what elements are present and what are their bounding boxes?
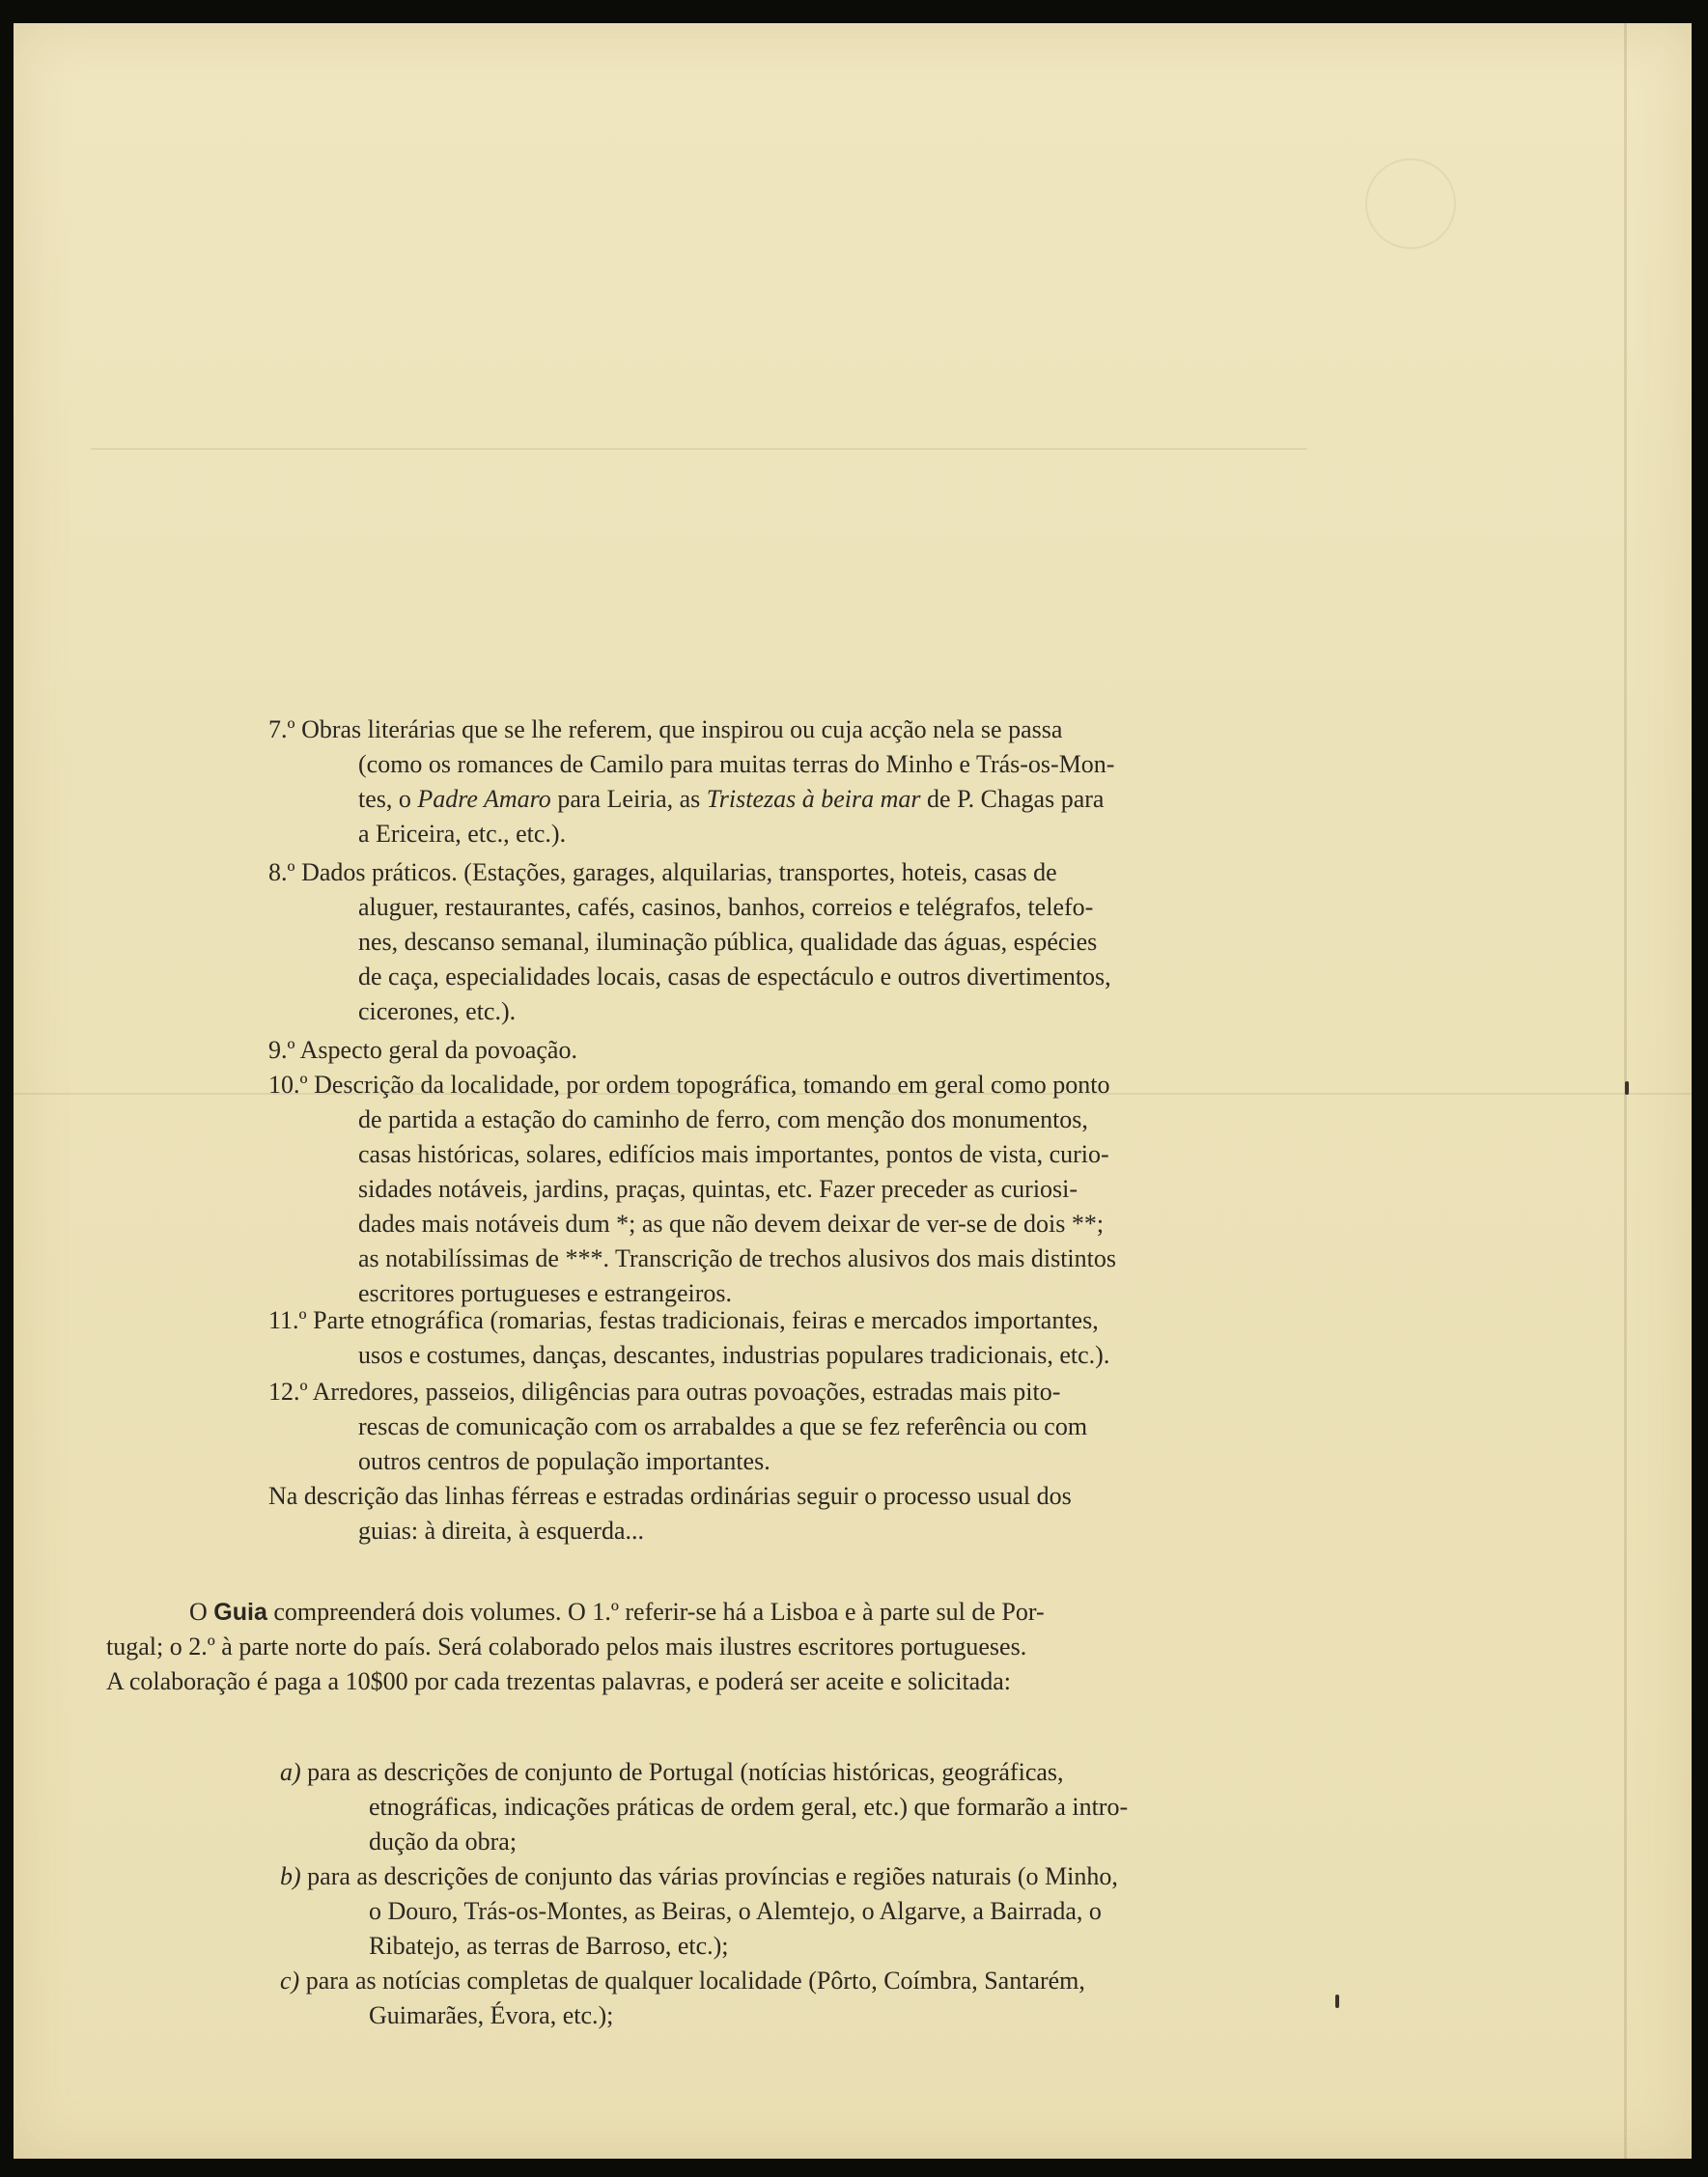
item-line: aluguer, restaurantes, cafés, casinos, banhos, correios e telégrafos, telefo-: [358, 893, 1094, 921]
item-first-line: Obras literárias que se lhe referem, que inspirou ou cuja acção nela se passa: [301, 715, 1063, 743]
item-line: etnográficas, indicações práticas de ordem geral, etc.) que formarão a intro-: [369, 1793, 1129, 1821]
item-line: a Ericeira, etc., etc.).: [358, 820, 567, 848]
paragraph-line-2: [106, 1630, 1217, 1664]
item-line: rescas de comunicação com os arrabaldes a que se fez referência ou com: [358, 1412, 1088, 1440]
item-line: sidades notáveis, jardins, praças, quintas, etc. Fazer preceder as curiosi-: [358, 1175, 1078, 1203]
paragraph-line-1: [189, 1595, 1300, 1630]
item-first-line: Dados práticos. (Estações, garages, alquilarias, transportes, hoteis, casas de: [301, 858, 1057, 886]
item-number: 11.º: [268, 1306, 307, 1334]
show-through-rule: [91, 448, 1307, 450]
item-line: Ribatejo, as terras de Barroso, etc.);: [369, 1932, 729, 1960]
item-number: 10.º: [268, 1071, 308, 1099]
list-item-10: [268, 1068, 1311, 1311]
item-first-line: Aspecto geral da povoação.: [299, 1036, 577, 1064]
item-line: o Douro, Trás-os-Montes, as Beiras, o Alemtejo, o Algarve, a Bairrada, o: [369, 1897, 1102, 1925]
item-line: dades mais notáveis dum *; as que não devem deixar de ver-se de dois **;: [358, 1210, 1105, 1238]
item-line: (como os romances de Camilo para muitas terras do Minho e Trás-os-Mon-: [358, 750, 1115, 778]
list-item-12: [268, 1375, 1311, 1479]
paragraph-line-3: [106, 1664, 1217, 1699]
item-line: dução da obra;: [369, 1828, 518, 1856]
guide-paragraph: [189, 1595, 1300, 1630]
item-line: de caça, especialidades locais, casas de espectáculo e outros divertimentos,: [358, 963, 1111, 991]
item-letter: b): [280, 1862, 301, 1890]
item-letter: c): [280, 1967, 300, 1995]
item-line: nes, descanso semanal, iluminação pública, qualidade das águas, espécies: [358, 928, 1098, 956]
item-first-line: para as notícias completas de qualquer localidade (Pôrto, Coímbra, Santarém,: [305, 1967, 1085, 1995]
list-item-7: [268, 712, 1311, 851]
item-line: casas históricas, solares, edifícios mais importantes, pontos de vista, curio-: [358, 1140, 1109, 1168]
note-first-line: Na descrição das linhas férreas e estradas ordinárias seguir o processo usual dos: [268, 1482, 1072, 1510]
list-item-11: [268, 1303, 1311, 1373]
item-line: Guimarães, Évora, etc.);: [369, 2001, 614, 2029]
paragraph-line-2-text: tugal; o 2.º à parte norte do país. Será colaborado pelos mais ilustres escritores portugueses.: [106, 1633, 1027, 1661]
list-item-b: [280, 1859, 1303, 1964]
item-line: tes, o Padre Amaro para Leiria, as Tristezas à beira mar de P. Chagas para: [358, 785, 1105, 813]
item-number: 8.º: [268, 858, 295, 886]
item-first-line: para as descrições de conjunto de Portugal (notícias históricas, geográficas,: [307, 1758, 1064, 1786]
item-line: cicerones, etc.).: [358, 997, 517, 1025]
item-line: usos e costumes, danças, descantes, industrias populares tradicionais, etc.).: [358, 1341, 1110, 1369]
item-first-line: Parte etnográfica (romarias, festas tradicionais, feiras e mercados importantes,: [313, 1306, 1099, 1334]
paragraph-lead: O: [189, 1598, 208, 1626]
edge-mark: [1335, 1995, 1339, 2008]
item-line: escritores portugueses e estrangeiros.: [358, 1279, 732, 1307]
paragraph-line-3-text: A colaboração é paga a 10$00 por cada trezentas palavras, e poderá ser aceite e solicitada:: [106, 1667, 1011, 1695]
item-line: as notabilíssimas de ***. Transcrição de trechos alusivos dos mais distintos: [358, 1244, 1116, 1272]
guia-word: Guia: [213, 1599, 267, 1626]
show-through-seal: [1365, 158, 1456, 249]
item-first-line: Arredores, passeios, diligências para outras povoações, estradas mais pito-: [312, 1378, 1061, 1406]
item-number: 12.º: [268, 1378, 308, 1406]
note-paragraph: [268, 1479, 1311, 1549]
item-number: 9.º: [268, 1036, 295, 1064]
item-first-line: para as descrições de conjunto das várias províncias e regiões naturais (o Minho,: [307, 1862, 1118, 1890]
item-line: de partida a estação do caminho de ferro, com menção dos monumentos,: [358, 1105, 1088, 1133]
item-letter: a): [280, 1758, 301, 1786]
note-line: guias: à direita, à esquerda...: [358, 1517, 644, 1545]
list-item-a: [280, 1755, 1303, 1859]
item-line: outros centros de população importantes.: [358, 1447, 770, 1475]
paragraph-line-1-text: compreenderá dois volumes. O 1.º referir-se há a Lisboa e à parte sul de Por-: [273, 1598, 1045, 1626]
list-item-9: [268, 1033, 1311, 1068]
item-number: 7.º: [268, 715, 295, 743]
list-item-c: [280, 1964, 1303, 2033]
list-item-8: [268, 855, 1311, 1029]
edge-mark: [1625, 1081, 1629, 1095]
item-first-line: Descrição da localidade, por ordem topográfica, tomando em geral como ponto: [314, 1071, 1110, 1099]
